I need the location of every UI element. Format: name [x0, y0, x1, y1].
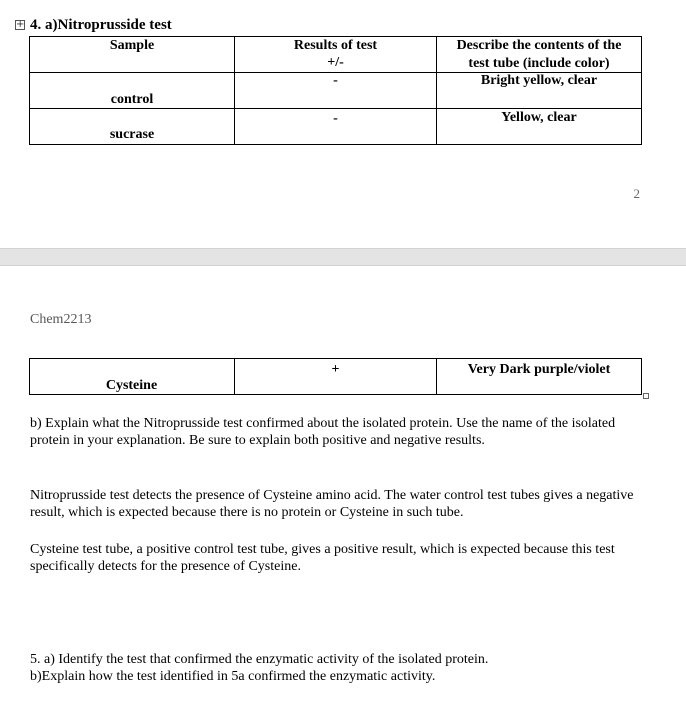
row-sucrase-sample: sucrase: [109, 127, 155, 142]
header-results-line1: Results of test: [293, 38, 378, 53]
row-control-description-cell[interactable]: [437, 73, 642, 109]
page-separator: [0, 248, 686, 266]
question-4b-prompt[interactable]: b) Explain what the Nitroprusside test confirmed about the isolated protein. Use the name of the isolated protein in your explanation. Be sure to explain both positive and negative results.: [30, 416, 616, 448]
question-4b-answer-paragraph-1[interactable]: Nitroprusside test detects the presence of Cysteine amino acid. The water control test tubes gives a negative result, which is expected because there is no protein or Cysteine in such tube.: [30, 488, 634, 520]
row-sucrase-description: Yellow, clear: [501, 110, 577, 125]
table-move-handle-icon[interactable]: +: [16, 19, 25, 30]
table-row: [30, 73, 642, 109]
header-results-cell[interactable]: [235, 37, 437, 73]
row-sucrase-description-cell[interactable]: [437, 109, 642, 145]
page-number: 2: [633, 186, 640, 201]
row-control-result-cell[interactable]: [235, 73, 437, 109]
nitroprusside-table: [29, 36, 642, 145]
row-cysteine-result-cell[interactable]: [235, 359, 437, 395]
row-control-result: -: [333, 73, 338, 88]
question-5a-text[interactable]: 5. a) Identify the test that confirmed the enzymatic activity of the isolated protein.: [30, 652, 489, 667]
header-sample-cell[interactable]: [30, 37, 235, 73]
header-describe-cell[interactable]: [437, 37, 642, 73]
row-sucrase-result-cell[interactable]: [235, 109, 437, 145]
row-sucrase-sample-cell[interactable]: [30, 109, 235, 145]
row-control-description: Bright yellow, clear: [480, 73, 598, 88]
header-sample: Sample: [109, 38, 155, 53]
question-4-heading: 4. a)Nitroprusside test: [30, 17, 172, 33]
header-results-line2: +/-: [327, 55, 344, 70]
question-4b-answer-paragraph-2[interactable]: Cysteine test tube, a positive control test tube, gives a positive result, which is expected because this test specifically detects for the presence of Cysteine.: [30, 542, 615, 574]
page-header: Chem2213: [30, 312, 92, 327]
row-cysteine-description-cell[interactable]: [437, 359, 642, 395]
row-cysteine-result: +: [331, 362, 340, 377]
question-5b-text[interactable]: b)Explain how the test identified in 5a confirmed the enzymatic activity.: [30, 669, 436, 684]
row-cysteine-sample: Cysteine: [105, 378, 158, 393]
row-control-sample-cell[interactable]: [30, 73, 235, 109]
table-row: [30, 109, 642, 145]
header-describe-line2: test tube (include color): [468, 56, 610, 71]
table-resize-handle-icon[interactable]: [643, 393, 649, 399]
header-describe-line1: Describe the contents of the: [456, 38, 622, 53]
row-cysteine-description: Very Dark purple/violet: [467, 362, 611, 377]
row-sucrase-result: -: [333, 111, 338, 126]
row-control-sample: control: [110, 92, 154, 107]
